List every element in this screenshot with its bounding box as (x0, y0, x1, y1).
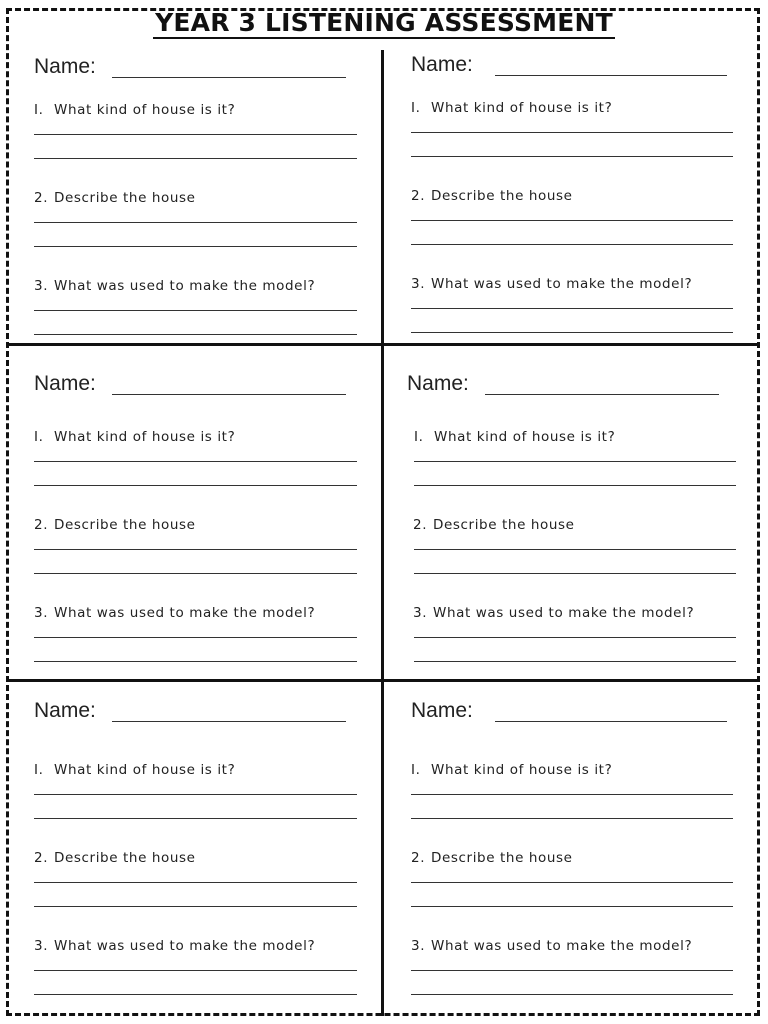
question-number: 2. (411, 850, 426, 866)
question-text: Describe the house (54, 850, 196, 866)
question-text: What was used to make the model? (431, 938, 693, 954)
question-1 (34, 762, 235, 778)
question-number: 2. (413, 517, 428, 533)
question-3 (34, 605, 315, 621)
question-number: 3. (411, 938, 426, 954)
question-1 (411, 100, 612, 116)
assessment-panel-6 (411, 699, 736, 1004)
answer-line[interactable] (34, 134, 357, 135)
question-number: I. (411, 762, 421, 778)
question-number: 3. (34, 605, 49, 621)
question-1 (414, 429, 615, 445)
assessment-panel-5 (34, 699, 359, 1004)
answer-line[interactable] (34, 485, 357, 486)
answer-line[interactable] (411, 794, 733, 795)
assessment-panel-3 (34, 372, 359, 672)
question-text: What was used to make the model? (433, 605, 695, 621)
answer-line[interactable] (34, 637, 357, 638)
assessment-panel-2 (411, 53, 736, 338)
answer-line[interactable] (34, 994, 357, 995)
question-3 (411, 276, 692, 292)
answer-line[interactable] (414, 485, 736, 486)
question-text: What was used to make the model? (431, 276, 693, 292)
question-2 (34, 190, 196, 206)
answer-line[interactable] (411, 332, 733, 333)
question-2 (411, 850, 573, 866)
answer-line[interactable] (34, 246, 357, 247)
name-field[interactable] (495, 75, 727, 76)
question-1 (34, 429, 235, 445)
answer-line[interactable] (411, 132, 733, 133)
question-text: What kind of house is it? (54, 102, 236, 118)
answer-line[interactable] (34, 661, 357, 662)
question-text: Describe the house (431, 188, 573, 204)
question-text: Describe the house (54, 190, 196, 206)
question-text: What kind of house is it? (431, 100, 613, 116)
question-3 (413, 605, 694, 621)
name-label: Name: (407, 372, 469, 395)
question-number: I. (411, 100, 421, 116)
question-text: Describe the house (431, 850, 573, 866)
question-text: What kind of house is it? (54, 429, 236, 445)
answer-line[interactable] (34, 818, 357, 819)
name-field[interactable] (112, 394, 346, 395)
name-label: Name: (411, 699, 473, 722)
question-2 (411, 188, 573, 204)
question-text: What kind of house is it? (431, 762, 613, 778)
answer-line[interactable] (34, 573, 357, 574)
answer-line[interactable] (411, 818, 733, 819)
name-label: Name: (34, 699, 96, 722)
question-number: 3. (34, 278, 49, 294)
assessment-panel-1 (34, 55, 359, 340)
answer-line[interactable] (34, 794, 357, 795)
question-3 (34, 938, 315, 954)
answer-line[interactable] (34, 882, 357, 883)
name-field[interactable] (485, 394, 719, 395)
answer-line[interactable] (411, 970, 733, 971)
question-3 (34, 278, 315, 294)
question-2 (34, 850, 196, 866)
name-label: Name: (34, 372, 96, 395)
question-text: What was used to make the model? (54, 278, 316, 294)
question-1 (34, 102, 235, 118)
answer-line[interactable] (411, 220, 733, 221)
answer-line[interactable] (414, 461, 736, 462)
answer-line[interactable] (34, 158, 357, 159)
question-number: 2. (34, 517, 49, 533)
answer-line[interactable] (411, 308, 733, 309)
worksheet-title-text: YEAR 3 LISTENING ASSESSMENT (155, 8, 613, 37)
answer-line[interactable] (34, 461, 357, 462)
name-field[interactable] (112, 77, 346, 78)
divider-col-1 (381, 50, 384, 343)
question-text: Describe the house (433, 517, 575, 533)
question-text: What was used to make the model? (54, 605, 316, 621)
answer-line[interactable] (414, 549, 736, 550)
name-field[interactable] (495, 721, 727, 722)
answer-line[interactable] (414, 661, 736, 662)
question-number: I. (34, 762, 44, 778)
question-number: 2. (34, 850, 49, 866)
answer-line[interactable] (34, 310, 357, 311)
answer-line[interactable] (414, 637, 736, 638)
question-text: What was used to make the model? (54, 938, 316, 954)
answer-line[interactable] (411, 994, 733, 995)
answer-line[interactable] (411, 244, 733, 245)
question-number: I. (34, 429, 44, 445)
answer-line[interactable] (411, 156, 733, 157)
question-number: 3. (34, 938, 49, 954)
name-label: Name: (411, 53, 473, 76)
question-3 (411, 938, 692, 954)
answer-line[interactable] (411, 906, 733, 907)
answer-line[interactable] (34, 970, 357, 971)
question-text: Describe the house (54, 517, 196, 533)
question-number: 2. (34, 190, 49, 206)
name-field[interactable] (112, 721, 346, 722)
answer-line[interactable] (34, 222, 357, 223)
question-number: 3. (413, 605, 428, 621)
assessment-panel-4 (407, 372, 737, 672)
question-number: 2. (411, 188, 426, 204)
answer-line[interactable] (34, 549, 357, 550)
answer-line[interactable] (34, 906, 357, 907)
divider-col-2 (381, 346, 384, 679)
question-number: I. (414, 429, 424, 445)
question-2 (413, 517, 575, 533)
answer-line[interactable] (414, 573, 736, 574)
question-text: What kind of house is it? (434, 429, 616, 445)
answer-line[interactable] (34, 334, 357, 335)
divider-col-3 (381, 682, 384, 1016)
question-text: What kind of house is it? (54, 762, 236, 778)
question-number: I. (34, 102, 44, 118)
name-label: Name: (34, 55, 96, 78)
question-2 (34, 517, 196, 533)
question-number: 3. (411, 276, 426, 292)
question-1 (411, 762, 612, 778)
answer-line[interactable] (411, 882, 733, 883)
worksheet-title (0, 8, 768, 38)
